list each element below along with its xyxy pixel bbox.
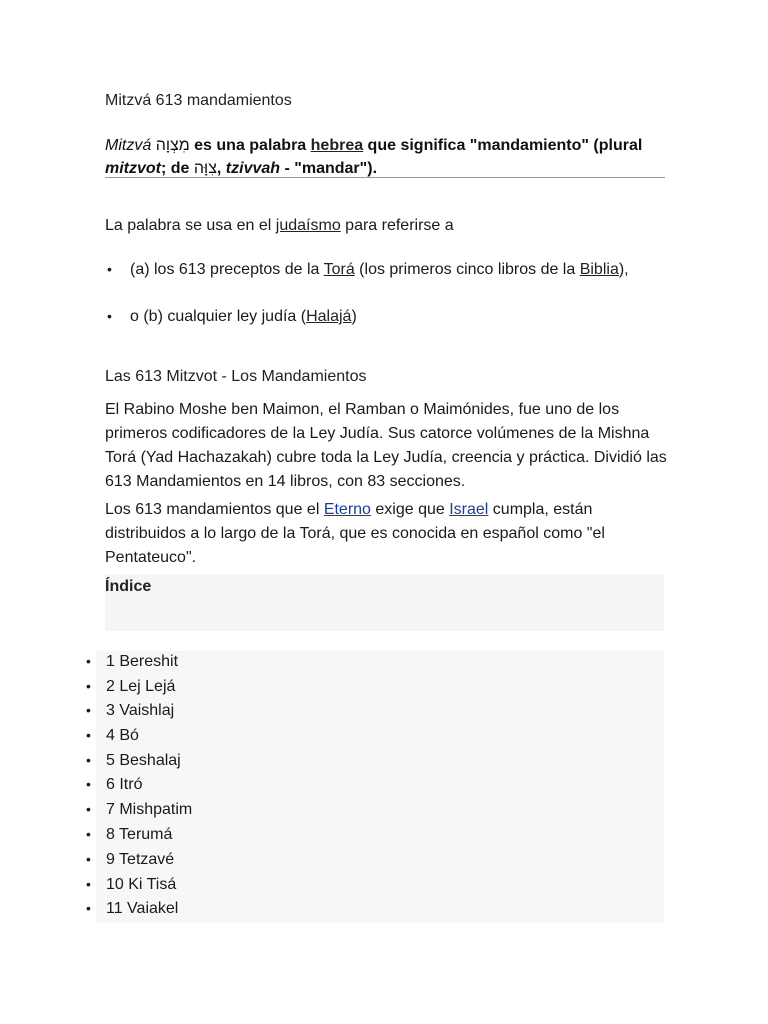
bullet-icon: • [86, 876, 91, 892]
halaja-link[interactable]: Halajá [306, 308, 352, 325]
divider [105, 177, 665, 178]
para2-middle: exige que [370, 501, 450, 518]
bullet-a-before: (a) los 613 preceptos de la [130, 261, 324, 278]
intro-part2: que significa "mandamiento" (plural [363, 137, 643, 154]
para2-before: Los 613 mandamientos que el [105, 501, 324, 518]
intro-plural: mitzvot [105, 160, 161, 177]
bullet-icon: • [86, 801, 91, 817]
bullet-icon: • [86, 678, 91, 694]
usage-before: La palabra se usa en el [105, 217, 276, 234]
bullet-icon: • [107, 308, 112, 324]
biblia-link[interactable]: Biblia [579, 261, 619, 278]
mandamientos-paragraph [105, 498, 670, 570]
bullet-a-after: ), [618, 261, 629, 278]
intro-part4: , [216, 160, 226, 177]
toc-list [96, 651, 664, 923]
toc-item-label[interactable]: 10 Ki Tisá [106, 876, 177, 893]
intro-paragraph [105, 134, 665, 180]
bullet-icon: • [86, 727, 91, 743]
usage-paragraph [105, 217, 454, 235]
list-item [107, 258, 627, 304]
intro-part5: - "mandar"). [280, 160, 378, 177]
toc-item-label[interactable]: 1 Bereshit [106, 653, 179, 670]
bullet-icon: • [86, 653, 91, 669]
toc-item-label[interactable]: 5 Beshalaj [106, 752, 181, 769]
intro-part1: es una palabra [189, 137, 311, 154]
bullet-icon: • [86, 851, 91, 867]
para2-after: cumpla, están distribuidos a lo largo de la Torá, que es conocida en español como "el Pentateuco". [105, 501, 605, 566]
list-item [107, 305, 627, 328]
toc-item-label[interactable]: 3 Vaishlaj [106, 702, 175, 719]
toc-item-label[interactable]: 11 Vaiakel [106, 900, 179, 917]
toc-item-label[interactable]: 7 Mishpatim [106, 801, 193, 818]
page-title: Mitzvá 613 mandamientos [105, 92, 292, 109]
bullet-a-middle: (los primeros cinco libros de la [354, 261, 580, 278]
bullet-icon: • [86, 752, 91, 768]
usage-after: para referirse a [340, 217, 454, 234]
bullet-icon: • [86, 776, 91, 792]
bullet-b-after: ) [351, 308, 357, 325]
section-heading: Las 613 Mitzvot - Los Mandamientos [105, 368, 367, 385]
intro-root: tzivvah [225, 160, 281, 177]
intro-term: Mitzvá [105, 137, 152, 154]
bullet-icon: • [86, 702, 91, 718]
judaismo-link[interactable]: judaísmo [275, 217, 341, 234]
hebrea-link[interactable]: hebrea [310, 137, 364, 154]
intro-part3: ; de [161, 160, 194, 177]
toc-header-box [105, 574, 664, 631]
bullet-b-before: o (b) cualquier ley judía ( [130, 308, 307, 325]
maimonides-paragraph: El Rabino Moshe ben Maimon, el Ramban o Maimónides, fue uno de los primeros codificadores de la Ley Judía. Sus catorce volúmenes de la Mishna Torá (Yad Hachazakah) cubre toda la Ley Judía, creencia y práctica. Dividió las 613 Mandamientos en 14 libros, con 83 secciones. [105, 401, 667, 490]
toc-item-label[interactable]: 8 Terumá [106, 826, 173, 843]
toc-item-label[interactable]: 9 Tetzavé [106, 851, 175, 868]
toc-item-label[interactable]: 6 Itró [106, 776, 143, 793]
israel-link[interactable]: Israel [449, 501, 489, 518]
bullet-icon: • [86, 826, 91, 842]
toc-title: Índice [105, 578, 152, 595]
tora-link[interactable]: Torá [323, 261, 355, 278]
bullet-icon: • [86, 900, 91, 916]
intro-hebrew-root: צִוָּה [193, 160, 217, 177]
intro-hebrew: מִצְוָה [155, 137, 190, 154]
toc-item-label[interactable]: 2 Lej Lejá [106, 678, 176, 695]
toc-item-label[interactable]: 4 Bó [106, 727, 139, 744]
bullet-icon: • [107, 261, 112, 277]
eterno-link[interactable]: Eterno [323, 501, 371, 518]
list-item-text [130, 258, 630, 281]
list-item-text [130, 305, 630, 328]
